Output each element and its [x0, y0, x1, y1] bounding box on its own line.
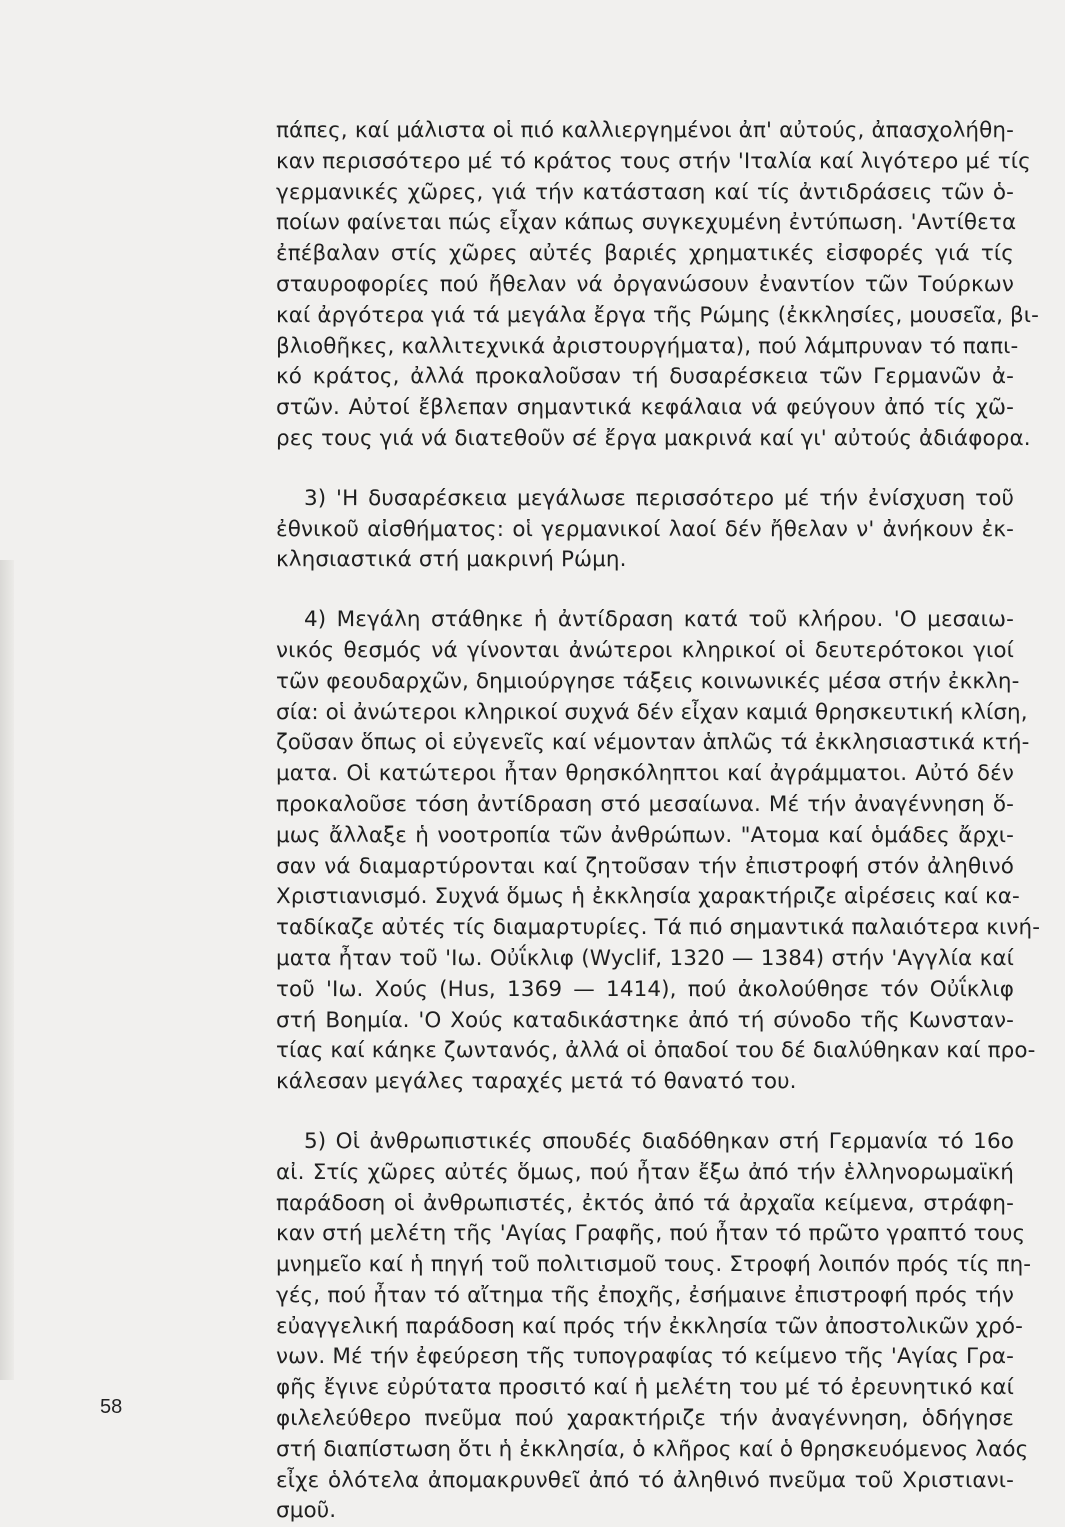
paragraph-5 [276, 1127, 1032, 1527]
text-line: κλησιαστικά στή μακρινή Ρώμη. [276, 547, 627, 573]
text-line: παράδοση οἱ ἀνθρωπιστές, ἐκτός ἀπό τά ἀρχαῖα κείμενα, στράφη- [276, 1190, 1014, 1216]
text-line: νικός θεσμός νά γίνονται ἀνώτεροι κληρικοί οἱ δευτερότοκοι γιοί [276, 637, 1014, 663]
text-line: μνημεῖο καί ἡ πηγή τοῦ πολιτισμοῦ τους. Στροφή λοιπόν πρός τίς πη- [276, 1252, 1032, 1278]
page-number: 58 [100, 1396, 123, 1418]
text-line: κό κράτος, ἀλλά προκαλοῦσαν τή δυσαρέσκεια τῶν Γερμανῶν ἀ- [276, 364, 1014, 390]
text-line: νων. Μέ τήν ἐφεύρεση τῆς τυπογραφίας τό κείμενο τῆς 'Αγίας Γρα- [276, 1344, 1014, 1370]
paragraph-1 [276, 116, 1040, 455]
text-line: καν περισσότερο μέ τό κράτος τους στήν 'Ιταλία καί λιγότερο μέ τίς [276, 148, 1031, 174]
text-line: ἐπέβαλαν στίς χῶρες αὐτές βαριές χρηματικές εἰσφορές γιά τίς [276, 241, 1014, 267]
text-line: ματα ἦταν τοῦ 'Ιω. Οὐΐκλιφ (Wyclif, 1320 — 1384) στήν 'Αγγλία καί [276, 945, 1014, 971]
page-edge-shadow [0, 560, 14, 1380]
text-line: ἐθνικοῦ αἰσθήματος: οἱ γερμανικοί λαοί δέν ἤθελαν ν' ἀνήκουν ἐκ- [276, 516, 1014, 542]
text-line: τίας καί κάηκε ζωντανός, ἀλλά οἱ ὀπαδοί του δέ διαλύθηκαν καί προ- [276, 1038, 1036, 1064]
text-line: σία: οἱ ἀνώτεροι κληρικοί συχνά δέν εἶχαν καμιά θρησκευτική κλίση, [276, 699, 1028, 725]
text-line: αἰ. Στίς χῶρες αὐτές ὅμως, πού ἦταν ἔξω ἀπό τήν ἑλληνορωμαϊκή [276, 1159, 1014, 1185]
text-line: φιλελεύθερο πνεῦμα πού χαρακτήριζε τήν ἀναγέννηση, ὁδήγησε [276, 1406, 1014, 1432]
text-line: τοῦ 'Ιω. Χούς (Hus, 1369 — 1414), πού ἀκολούθησε τόν Οὐΐκλιφ [276, 976, 1014, 1002]
text-line: Χριστιανισμό. Συχνά ὅμως ἡ ἐκκλησία χαρακτήριζε αἱρέσεις καί κα- [276, 884, 1020, 910]
text-line: σταυροφορίες πού ἤθελαν νά ὀργανώσουν ἐναντίον τῶν Τούρκων [276, 271, 1014, 297]
text-line: ζοῦσαν ὅπως οἱ εὐγενεῖς καί νέμονταν ἁπλῶς τά ἐκκλησιαστικά κτή- [276, 730, 1030, 756]
text-line: φῆς ἔγινε εὐρύτατα προσιτό καί ἡ μελέτη του μέ τό ἐρευνητικό καί [276, 1375, 1014, 1401]
text-line: ταδίκαζε αὐτές τίς διαμαρτυρίες. Τά πιό σημαντικά παλαιότερα κινή- [276, 915, 1041, 941]
text-line: 4) Μεγάλη στάθηκε ἡ ἀντίδραση κατά τοῦ κλήρου. 'Ο μεσαιω- [304, 607, 1014, 633]
text-line: γερμανικές χῶρες, γιά τήν κατάσταση καί τίς ἀντιδράσεις τῶν ὁ- [276, 179, 1014, 205]
text-line: καν στή μελέτη τῆς 'Αγίας Γραφῆς, πού ἦταν τό πρῶτο γραπτό τους [276, 1221, 1026, 1247]
text-line: κάλεσαν μεγάλες ταραχές μετά τό θανατό του. [276, 1069, 797, 1095]
text-line: στή Βοημία. 'Ο Χούς καταδικάστηκε ἀπό τή σύνοδο τῆς Κωνσταν- [276, 1007, 1014, 1033]
paragraph-3 [276, 484, 1014, 576]
text-line: 5) Οἱ ἀνθρωπιστικές σπουδές διαδόθηκαν στή Γερμανία τό 16ο [304, 1128, 1014, 1154]
text-line: σμοῦ. [276, 1498, 337, 1524]
text-line: σαν νά διαμαρτύρονται καί ζητοῦσαν τήν ἐπιστροφή στόν ἀληθινό [276, 853, 1014, 879]
paragraph-4 [276, 605, 1041, 1098]
text-line: εὐαγγελική παράδοση καί πρός τήν ἐκκλησία τῶν ἀποστολικῶν χρό- [276, 1313, 1024, 1339]
text-line: ποίων φαίνεται πώς εἶχαν κάπως συγκεχυμένη ἐντύπωση. 'Αντίθετα [276, 210, 1017, 236]
text-line: μως ἄλλαξε ἡ νοοτροπία τῶν ἀνθρώπων. "Ατομα καί ὁμάδες ἄρχι- [276, 822, 1014, 848]
text-line: στή διαπίστωση ὅτι ἡ ἐκκλησία, ὁ κλῆρος καί ὁ θρησκευόμενος λαός [276, 1436, 1029, 1462]
text-line: 3) 'Η δυσαρέσκεια μεγάλωσε περισσότερο μέ τήν ἐνίσχυση τοῦ [304, 485, 1014, 511]
text-line: πάπες, καί μάλιστα οἱ πιό καλλιεργημένοι ἀπ' αὐτούς, ἀπασχολήθη- [276, 118, 1014, 143]
text-line: γές, πού ἦταν τό αἴτημα τῆς ἐποχῆς, ἐσήμαινε ἐπιστροφή πρός τήν [276, 1282, 1014, 1308]
text-line: ματα. Οἱ κατώτεροι ἦταν θρησκόληπτοι καί ἀγράμματοι. Αὐτό δέν [276, 761, 1014, 787]
text-line: τῶν φεουδαρχῶν, δημιούργησε τάξεις κοινωνικές μέσα στήν ἐκκλη- [276, 668, 1020, 694]
text-line: βλιοθῆκες, καλλιτεχνικά ἀριστουργήματα), πού λάμπρυναν τό παπι- [276, 333, 1019, 359]
text-line: στῶν. Αὐτοί ἔβλεπαν σημαντικά κεφάλαια νά φεύγουν ἀπό τίς χῶ- [276, 395, 1014, 421]
body-text [276, 116, 1041, 1527]
text-line: εἶχε ὁλότελα ἀπομακρυνθεῖ ἀπό τό ἀληθινό πνεῦμα τοῦ Χριστιανι- [276, 1467, 1014, 1493]
text-line: προκαλοῦσε τόση ἀντίδραση στό μεσαίωνα. Μέ τήν ἀναγέννηση ὅ- [276, 791, 1014, 817]
text-line: ρες τους γιά νά διατεθοῦν σέ ἔργα μακρινά καί γι' αὐτούς ἀδιάφορα. [276, 425, 1031, 451]
text-line: καί ἀργότερα γιά τά μεγάλα ἔργα τῆς Ρώμης (ἐκκλησίες, μουσεῖα, βι- [276, 302, 1040, 328]
